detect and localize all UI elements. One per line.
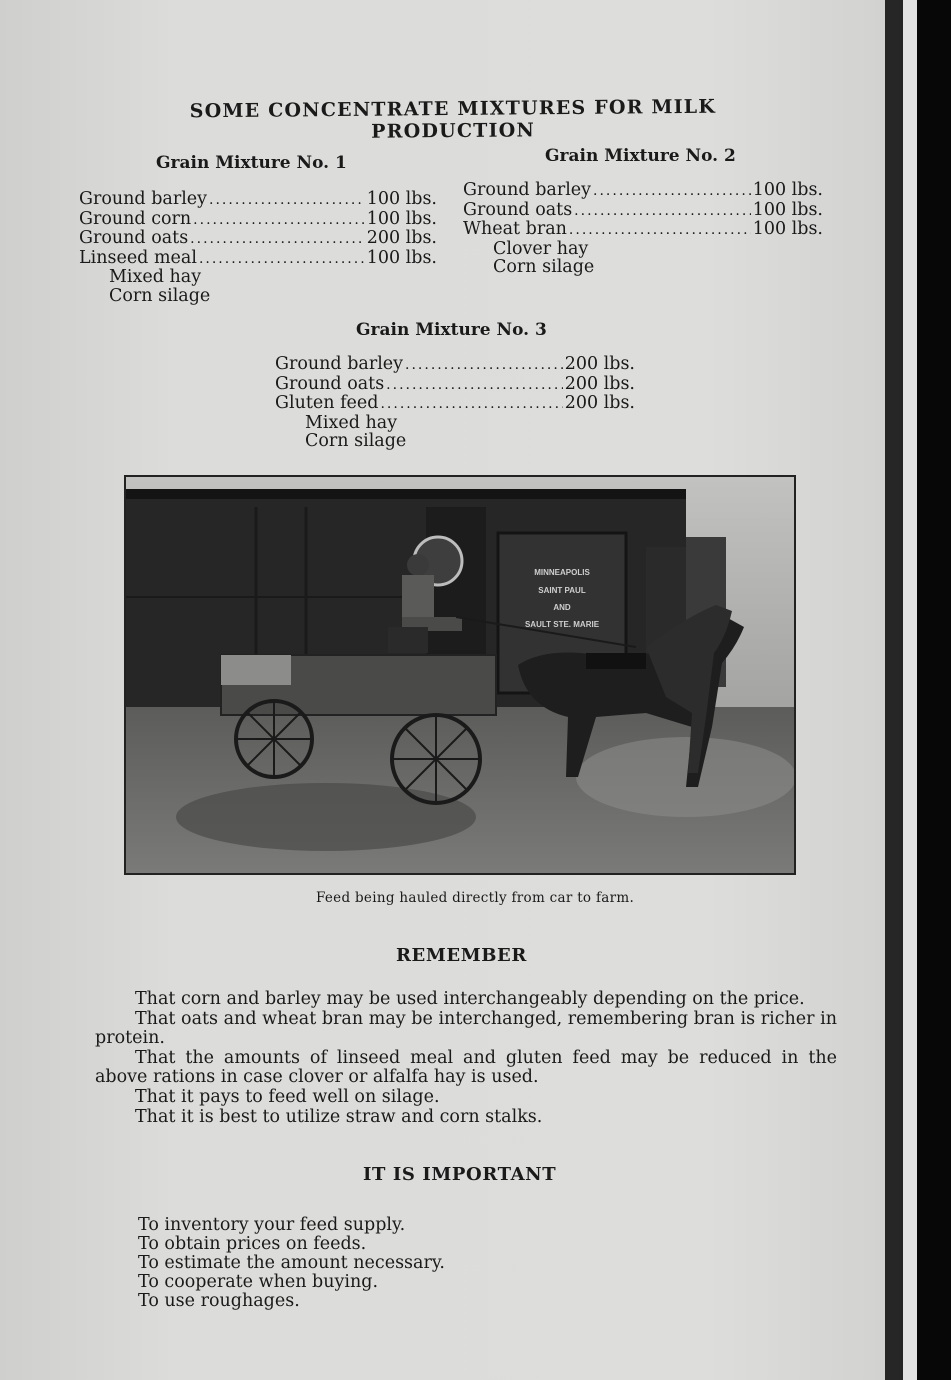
mixture-2-row: Ground barley ..... 100 lbs.	[463, 181, 823, 201]
mixture-2-roughage: Corn silage	[493, 257, 595, 277]
mixture-3-heading: Grain Mixture No. 3	[356, 320, 547, 340]
important-item: To estimate the amount necessary.	[138, 1253, 445, 1273]
important-list	[138, 1216, 445, 1311]
photo-caption: Feed being hauled directly from car to farm.	[315, 890, 635, 906]
mixture-1-list	[79, 190, 437, 305]
mixture-1-row: Linseed meal ..... 100 lbs.	[79, 249, 437, 269]
mixture-2-heading: Grain Mixture No. 2	[545, 146, 736, 166]
remember-heading: REMEMBER	[396, 945, 527, 966]
important-item: To use roughages.	[138, 1291, 300, 1311]
mixture-3-roughage: Corn silage	[305, 431, 407, 451]
mixture-3-row: Ground oats ..... 200 lbs.	[275, 375, 635, 395]
mixture-3-list	[275, 355, 635, 451]
mixture-1-heading: Grain Mixture No. 1	[156, 153, 347, 173]
book-binding-edge	[885, 0, 903, 1380]
remember-paragraph: That it pays to feed well on silage.	[135, 1086, 440, 1107]
remember-paragraph: That it is best to utilize straw and corn stalks.	[135, 1106, 543, 1127]
mixture-1-row: Ground oats ..... 200 lbs.	[79, 229, 437, 249]
boxcar-sign-line: MINNEAPOLIS	[534, 568, 590, 577]
important-item: To inventory your feed supply.	[138, 1215, 406, 1235]
mixture-3-row: Ground barley ..... 200 lbs.	[275, 355, 635, 375]
mixture-1-row: Ground corn ..... 100 lbs.	[79, 210, 437, 230]
mixture-2-roughage: Clover hay	[493, 238, 589, 259]
mixture-1-row: Ground barley ..... 100 lbs.	[79, 190, 437, 210]
remember-paragraph: That corn and barley may be used interchangeably depending on the price.	[135, 989, 805, 1009]
boxcar-sign-line: SAULT STE. MARIE	[524, 620, 600, 629]
mixture-3-roughage: Mixed hay	[305, 412, 398, 433]
boxcar-sign-line: AND	[553, 603, 571, 612]
mixture-2-row: Wheat bran ..... 100 lbs.	[463, 220, 823, 240]
remember-paragraph: That oats and wheat bran may be interchanged, remembering bran is richer in protein.	[95, 1008, 837, 1049]
mixture-3-row: Gluten feed ..... 200 lbs.	[275, 394, 635, 414]
mixture-1-roughage: Mixed hay	[109, 267, 202, 287]
book-binding-gap	[903, 0, 917, 1380]
mixture-1-roughage: Corn silage	[109, 285, 211, 306]
remember-paragraph: That the amounts of linseed meal and gluten feed may be reduced in the above rations in case clover or alfalfa hay is used.	[95, 1047, 837, 1088]
boxcar-sign-line: SAINT PAUL	[538, 586, 586, 595]
wagon-boxcar-photo	[124, 475, 796, 875]
book-binding-cover	[917, 0, 951, 1380]
mixture-2-list	[463, 181, 823, 277]
important-item: To obtain prices on feeds.	[138, 1234, 367, 1254]
page-title: SOME CONCENTRATE MIXTURES FOR MILK PRODUCTION	[189, 95, 717, 143]
remember-paragraphs	[95, 990, 837, 1127]
important-heading: IT IS IMPORTANT	[363, 1164, 557, 1185]
mixture-2-row: Ground oats ..... 100 lbs.	[463, 201, 823, 221]
important-item: To cooperate when buying.	[138, 1272, 379, 1292]
